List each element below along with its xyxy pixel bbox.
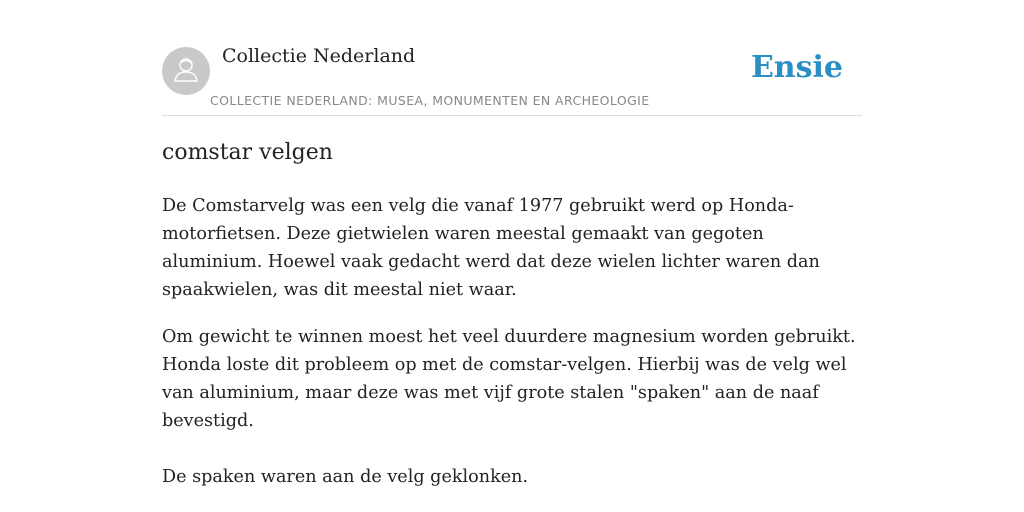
author-name-link[interactable]: Collectie Nederland (222, 45, 416, 67)
user-icon (171, 54, 201, 88)
article-header (162, 0, 862, 116)
article-paragraph: Om gewicht te winnen moest het veel duurdere magnesium worden gebruikt. Honda loste dit probleem op met de comstar-velgen. Hierbij was de velg wel van aluminium, maar deze was met vijf grote stalen "spaken" aan de naaf bevestigd. (162, 327, 856, 431)
ensie-logo-link[interactable]: Ensie (750, 50, 843, 85)
author-subtitle: COLLECTIE NEDERLAND: MUSEA, MONUMENTEN EN ARCHEOLOGIE (210, 93, 650, 108)
article-body (162, 192, 862, 510)
article-paragraph: De spaken waren aan de velg geklonken. (162, 467, 529, 487)
page-container (162, 0, 862, 487)
article-title: comstar velgen (162, 140, 333, 165)
article-paragraph: De Comstarvelg was een velg die vanaf 1977 gebruikt werd op Honda-motorfietsen. Deze gietwielen waren meestal gemaakt van gegoten aluminium. Hoewel vaak gedacht werd dat deze wielen lichter waren dan spaakwielen, was dit meestal niet waar. (162, 196, 820, 300)
author-avatar[interactable] (162, 47, 210, 95)
